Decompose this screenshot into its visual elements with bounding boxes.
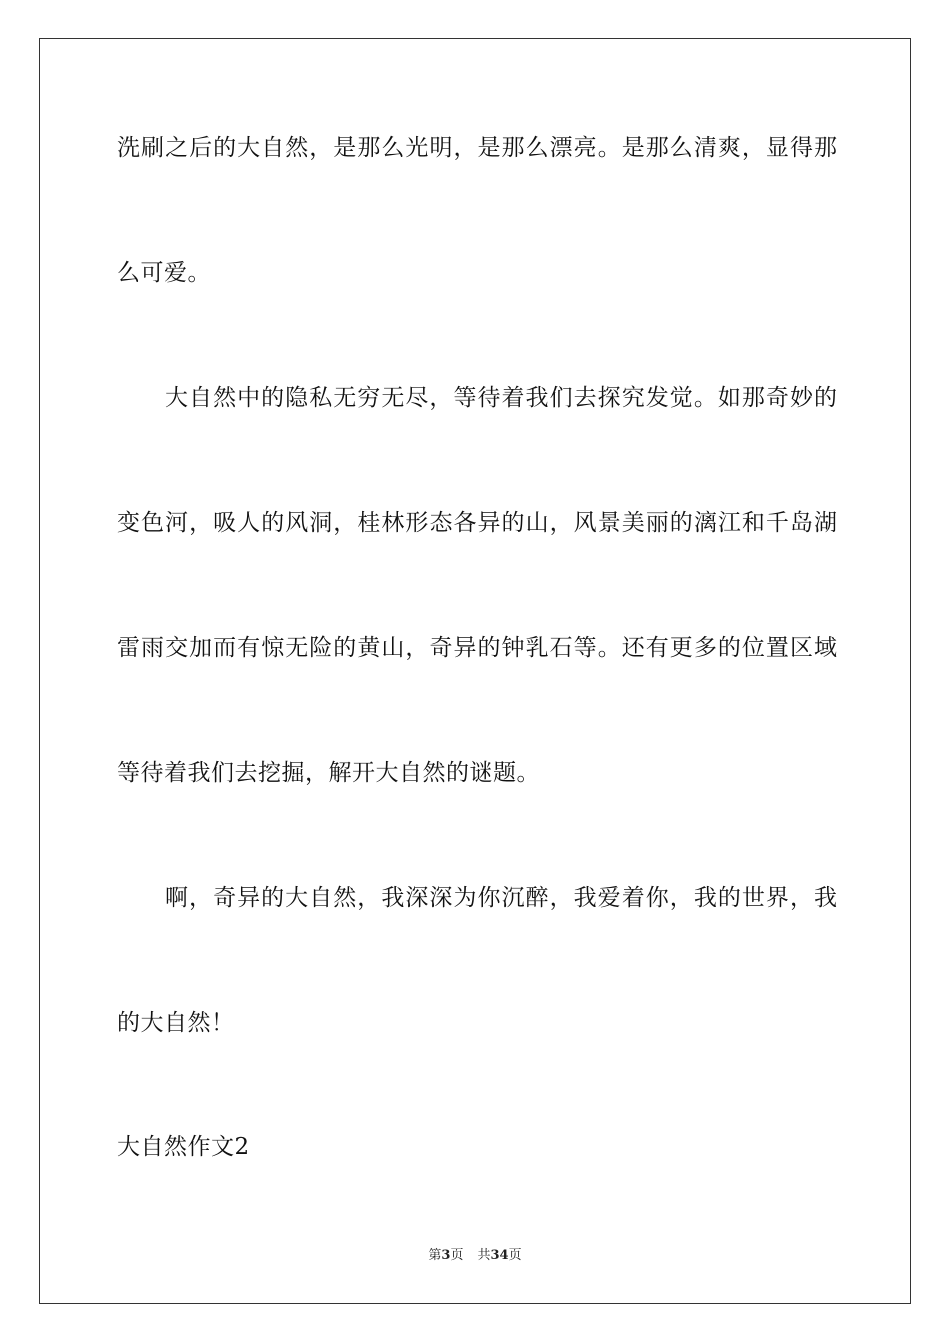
page-border [39,38,911,1304]
footer-page-number: 3 [441,1248,451,1263]
text-line-3: 大自然中的隐私无穷无尽，等待着我们去探究发觉。如那奇妙的 [165,385,837,411]
footer-page-suffix: 页 [450,1248,464,1263]
footer-total-pages: 34 [490,1248,509,1263]
text-line-6: 等待着我们去挖掘，解开大自然的谜题。 [117,760,540,786]
footer-total-suffix: 页 [508,1248,522,1263]
page-footer [0,1247,950,1265]
text-line-8: 的大自然！ [117,1010,235,1036]
footer-total-prefix: 共 [477,1248,491,1263]
footer-page-prefix: 第 [428,1248,442,1263]
text-line-2: 么可爱。 [117,260,211,286]
text-line-4: 变色河，吸人的风洞，桂林形态各异的山，风景美丽的漓江和千岛湖 [117,510,837,536]
section-heading: 大自然作文2 [117,1134,250,1160]
text-line-1: 洗刷之后的大自然，是那么光明，是那么漂亮。是那么清爽，显得那 [117,135,837,161]
text-line-5: 雷雨交加而有惊无险的黄山，奇异的钟乳石等。还有更多的位置区域 [117,635,837,661]
text-line-7: 啊，奇异的大自然，我深深为你沉醉，我爱着你，我的世界，我 [165,885,837,911]
